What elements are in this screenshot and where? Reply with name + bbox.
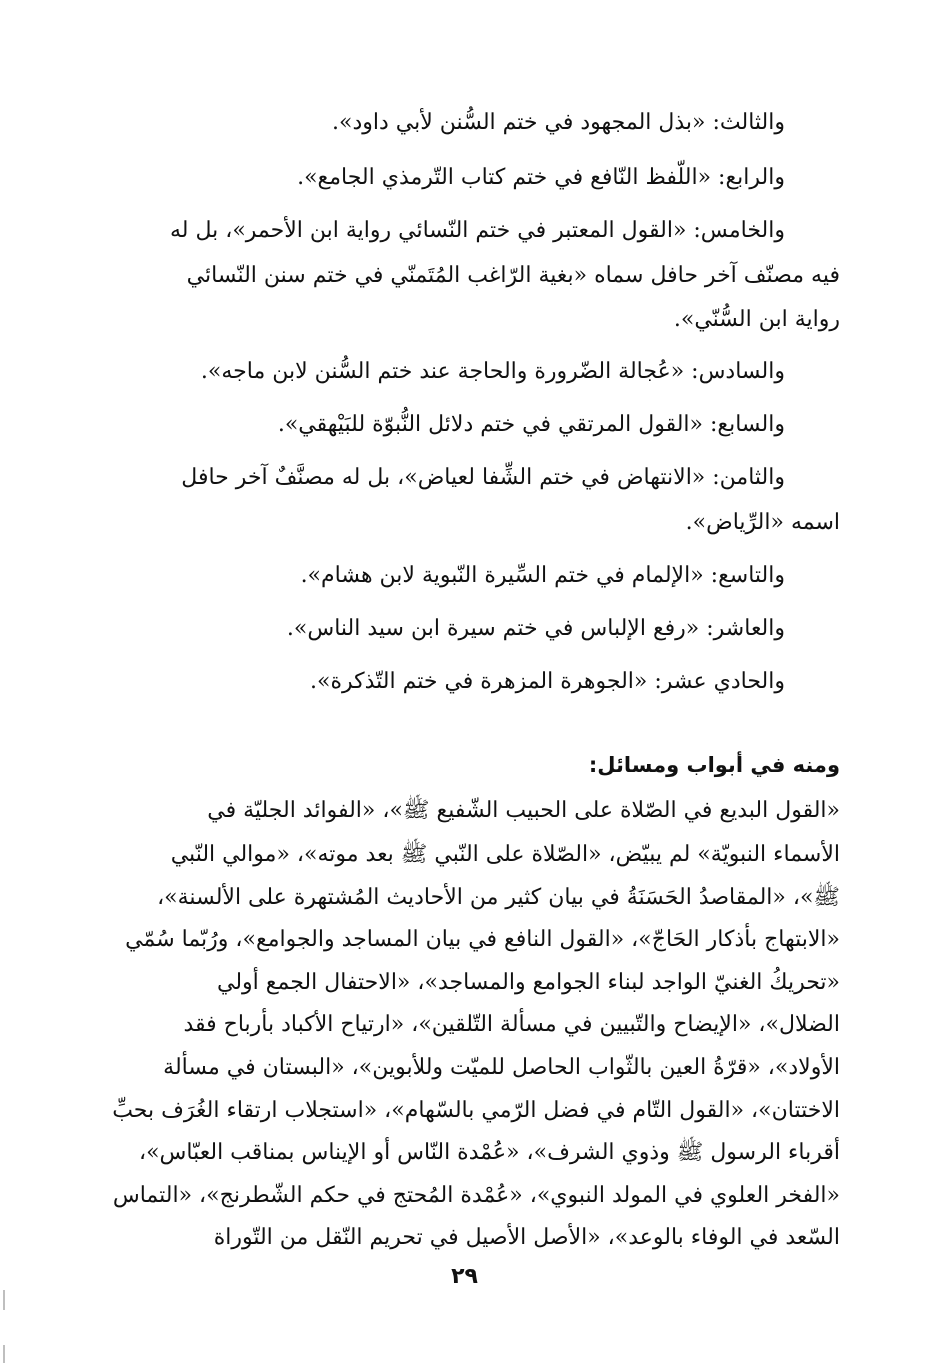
list-line: والثالث: «بذل المجهود في ختم السُّنن لأبي داود». — [332, 110, 785, 135]
paragraph-line: «تحريكُ الغنيّ الواجد لبناء الجوامع والمساجد»، «الاحتفال الجمع أولي — [217, 970, 840, 995]
list-line: والحادي عشر: «الجوهرة المزهرة في ختم التّذكرة». — [310, 669, 785, 694]
list-line: والسادس: «عُجالة الضّرورة والحاجة عند ختم السُّنن لابن ماجه». — [200, 359, 785, 384]
list-line: والرابع: «اللّفظ النّافع في ختم كتاب التّرمذي الجامع». — [297, 165, 785, 190]
paragraph-line: الضلال»، «الإيضاح والتّبيين في مسألة التّلقين»، «ارتياح الأكباد بأرباح فقد — [183, 1012, 840, 1037]
list-line: والثامن: «الانتهاض في ختم الشِّفا لعياض»، بل له مصنَّفٌ آخر حافل — [181, 465, 785, 490]
paragraph-line: السّعد في الوفاء بالوعد»، «الأصل الأصيل في تحريم النّقل من التّوراة — [213, 1225, 840, 1250]
list-line: اسمه «الرِّياض». — [685, 510, 840, 535]
page-number: ٢٩ — [451, 1264, 478, 1289]
paragraph-line: «القول البديع في الصّلاة على الحبيب الشّفيع ﷺ»، «الفوائد الجليّة في — [207, 798, 840, 823]
paragraph-line: ﷺ»، «المقاصدُ الحَسَنَةُ في بيان كثير من الأحاديث المُشتهرة على الألسنة»، — [157, 885, 840, 910]
paragraph-line: «الابتهاج بأذكار الحَاجّ»، «القول النافع في بيان المساجد والجوامع»، ورُبّما سُمّي — [125, 927, 840, 952]
list-line: رواية ابن السُّنّي». — [673, 307, 840, 332]
paragraph-line: الأسماء النبويّة» لم يبيّض، «الصّلاة على النّبي ﷺ بعد موته»، «موالي النّبي — [170, 842, 840, 867]
paragraph-line: «الفخر العلوي في المولد النبوي»، «عُمْدة المُحتج في حكم الشّطرنج»، «التماس — [112, 1183, 840, 1208]
section-heading: ومنه في أبواب ومسائل: — [588, 753, 840, 777]
list-line: فيه مصنّف آخر حافل سماه «بغية الرّاغب المُتَمنّي في ختم سنن النّسائي — [186, 263, 840, 288]
list-line: والتاسع: «الإلمام في ختم السِّيرة النّبوية لابن هشام». — [300, 563, 785, 588]
scan-mark — [3, 1290, 5, 1310]
scan-mark — [3, 1345, 5, 1363]
list-line: والسابع: «القول المرتقي في ختم دلائل النُّبوّة للبَيْهقي». — [277, 412, 785, 437]
list-line: والعاشر: «رفع الإلباس في ختم سيرة ابن سيد الناس». — [286, 616, 785, 641]
paragraph-line: أقرباء الرسول ﷺ وذوي الشرف»، «عُمْدة النّاس أو الإيناس بمناقب العبّاس»، — [139, 1140, 840, 1165]
list-line: والخامس: «القول المعتبر في ختم النّسائي رواية ابن الأحمر»، بل له — [169, 218, 785, 243]
paragraph-line: الأولاد»، «قرّةُ العين بالثّواب الحاصل للميّت وللأبوين»، «البستان في مسألة — [163, 1055, 840, 1080]
paragraph-line: الاختتان»، «القول التّام في فضل الرّمي بالسّهام»، «استجلاب ارتقاء الغُرَف بحبِّ — [112, 1098, 840, 1123]
